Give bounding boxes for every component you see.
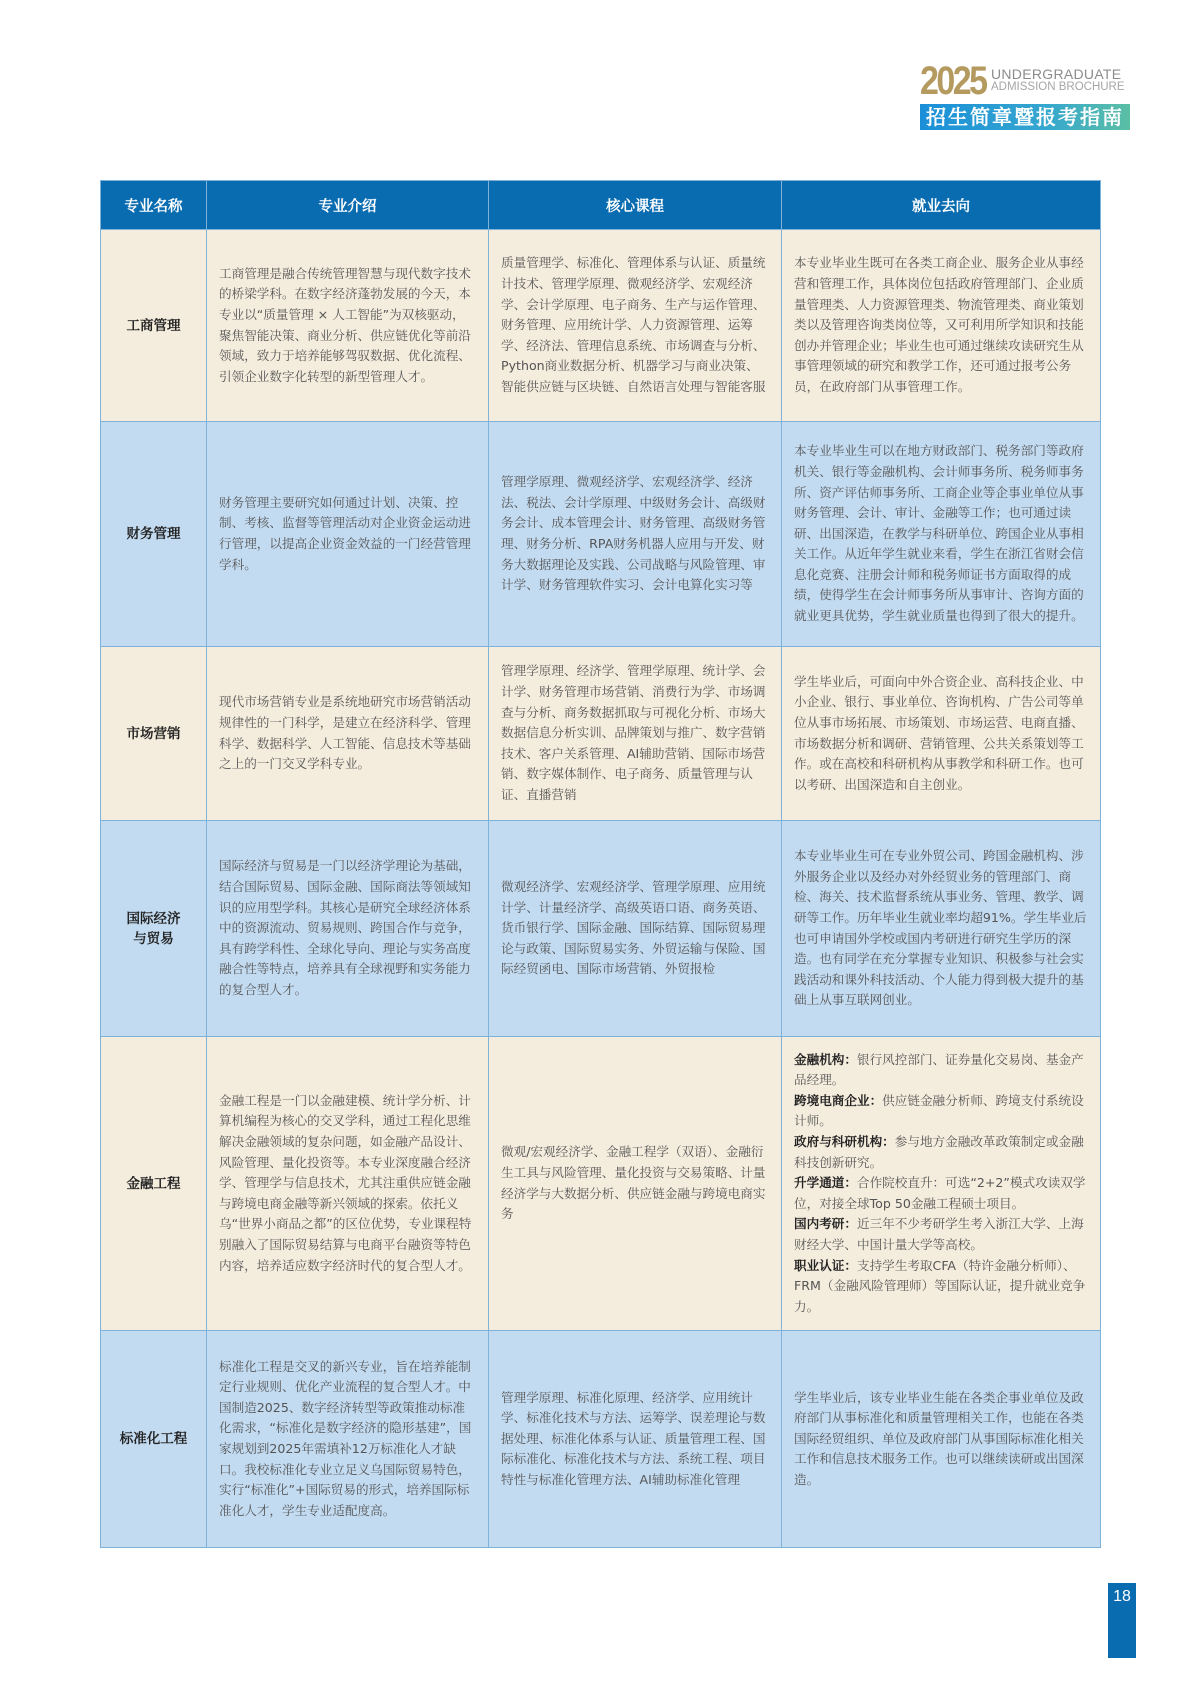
core-courses: 微观/宏观经济学、金融工程学（双语）、金融衍生工具与风险管理、量化投资与交易策略、计量经济学与大数据分析、供应链金融与跨境电商实务 [489,1037,782,1331]
header-major-intro: 专业介绍 [207,181,489,230]
brand-year: 2025 [920,59,986,103]
table-row [101,647,1101,821]
major-name: 市场营销 [101,647,207,821]
major-name [101,821,207,1037]
brand-en-line2: ADMISSION BROCHURE [990,81,1125,93]
major-name: 标准化工程 [101,1331,207,1548]
major-intro: 国际经济与贸易是一门以经济学理论为基础，结合国际贸易、国际金融、国际商法等领域知识的应用型学科。其核心是研究全球经济体系中的资源流动、贸易规则、跨国合作与竞争，具有跨学科性、全球化导向、理论与实务高度融合性等特点，培养具有全球视野和实务能力的复合型人才。 [207,821,489,1037]
careers: 本专业毕业生可在专业外贸公司、跨国金融机构、涉外服务企业以及经办对外经贸业务的管理部门、商检、海关、技术监督系统从事业务、管理、教学、调研等工作。历年毕业生就业率均超91%。学生毕业后也可申请国外学校或国内考研进行研究生学历的深造。也有同学在充分掌握专业知识、积极参与社会实践活动和课外科技活动、个人能力得到极大提升的基础上从事互联网创业。 [782,821,1101,1037]
careers-list [782,1037,1101,1331]
table-header-row [101,181,1101,230]
career-item: 政府与科研机构：参与地方金融改革政策制定或金融科技创新研究。 [794,1134,1084,1170]
major-name-line1: 国际经济 [126,910,181,927]
core-courses: 管理学原理、标准化原理、经济学、应用统计学、标准化技术与方法、运筹学、误差理论与数据处理、标准化体系与认证、质量管理工程、国际标准化、标准化技术与方法、系统工程、项目特性与标准化管理方法、AI辅助标准化管理 [489,1331,782,1548]
table-row [101,821,1101,1037]
careers: 本专业毕业生可以在地方财政部门、税务部门等政府机关、银行等金融机构、会计师事务所、税务师事务所、资产评估师事务所、工商企业等企事业单位从事财务管理、会计、审计、金融等工作；也可通过读研、出国深造，在教学与科研单位、跨国企业从事相关工作。从近年学生就业来看，学生在浙江省财会信息化竞赛、注册会计师和税务师证书方面取得的成绩，使得学生在会计师事务所从事审计、咨询方面的就业更具优势，学生就业质量也得到了很大的提升。 [782,422,1101,647]
major-name: 工商管理 [101,230,207,422]
header-major-name: 专业名称 [101,181,207,230]
table-row [101,422,1101,647]
table-row [101,230,1101,422]
careers: 学生毕业后，可面向中外合资企业、高科技企业、中小企业、银行、事业单位、咨询机构、广告公司等单位从事市场拓展、市场策划、市场运营、电商直播、市场数据分析和调研、营销管理、公共关系策划等工作。或在高校和科研机构从事教学和科研工作。也可以考研、出国深造和自主创业。 [782,647,1101,821]
core-courses: 微观经济学、宏观经济学、管理学原理、应用统计学、计量经济学、高级英语口语、商务英语、货币银行学、国际金融、国际结算、国际贸易理论与政策、国际贸易实务、外贸运输与保险、国际经贸函电、国际市场营销、外贸报检 [489,821,782,1037]
major-name: 金融工程 [101,1037,207,1331]
career-item: 国内考研：近三年不少考研学生考入浙江大学、上海财经大学、中国计量大学等高校。 [794,1216,1084,1252]
careers: 学生毕业后，该专业毕业生能在各类企事业单位及政府部门从事标准化和质量管理相关工作，也能在各类国际经贸组织、单位及政府部门从事国际标准化相关工作和信息技术服务工作。也可以继续读研或出国深造。 [782,1331,1101,1548]
core-courses: 质量管理学、标准化、管理体系与认证、质量统计技术、管理学原理、微观经济学、宏观经济学、会计学原理、电子商务、生产与运作管理、财务管理、应用统计学、人力资源管理、运筹学、经济法、管理信息系统、市场调查与分析、Python商业数据分析、机器学习与商业决策、智能供应链与区块链、自然语言处理与智能客服 [489,230,782,422]
major-intro: 工商管理是融合传统管理智慧与现代数字技术的桥梁学科。在数字经济蓬勃发展的今天，本专业以“质量管理 × 人工智能”为双核驱动，聚焦智能决策、商业分析、供应链优化等前沿领域，致力于培养能够驾驭数据、优化流程、引领企业数字化转型的新型管理人才。 [207,230,489,422]
page-number: 18 [1108,1583,1136,1658]
table-row [101,1037,1101,1331]
majors-table [100,180,1101,1548]
core-courses: 管理学原理、微观经济学、宏观经济学、经济法、税法、会计学原理、中级财务会计、高级财务会计、成本管理会计、财务管理、高级财务管理、财务分析、RPA财务机器人应用与开发、财务大数据理论及实践、公司战略与风险管理、审计学、财务管理软件实习、会计电算化实习等 [489,422,782,647]
career-item: 升学通道：合作院校直升：可选“2+2”模式攻读双学位，对接全球Top 50金融工程硕士项目。 [794,1175,1086,1211]
career-item: 跨境电商企业：供应链金融分析师、跨境支付系统设计师。 [794,1092,1084,1129]
header-core-courses: 核心课程 [489,181,782,230]
career-item: 职业认证：支持学生考取CFA（特许金融分析师）、FRM（金融风险管理师）等国际认证，提升就业竞争力。 [794,1257,1086,1314]
brochure-brand [920,59,1140,130]
career-item: 金融机构：银行风控部门、证券量化交易岗、基金产品经理。 [794,1051,1084,1088]
major-intro: 现代市场营销专业是系统地研究市场营销活动规律性的一门科学，是建立在经济科学、管理科学、数据科学、人工智能、信息技术等基础之上的一门交叉学科专业。 [207,647,489,821]
major-name-line2: 与贸易 [133,930,174,947]
core-courses: 管理学原理、经济学、管理学原理、统计学、会计学、财务管理市场营销、消费行为学、市场调查与分析、商务数据抓取与可视化分析、市场大数据信息分析实训、品牌策划与推广、数字营销技术、客户关系管理、AI辅助营销、国际市场营销、数字媒体制作、电子商务、质量管理与认证、直播营销 [489,647,782,821]
major-intro: 标准化工程是交叉的新兴专业，旨在培养能制定行业规则、优化产业流程的复合型人才。中国制造2025、数字经济转型等政策推动标准化需求，“标准化是数字经济的隐形基建”，国家规划到2025年需填补12万标准化人才缺口。我校标准化专业立足义乌国际贸易特色，实行“标准化”+国际贸易的形式，培养国际标准化人才，学生专业适配度高。 [207,1331,489,1548]
table-row [101,1331,1101,1548]
major-intro: 金融工程是一门以金融建模、统计学分析、计算机编程为核心的交叉学科，通过工程化思维解决金融领域的复杂问题，如金融产品设计、风险管理、量化投资等。本专业深度融合经济学、管理学与信息技术，尤其注重供应链金融与跨境电商金融等新兴领域的探索。依托义乌“世界小商品之都”的区位优势，专业课程特别融入了国际贸易结算与电商平台融资等特色内容，培养适应数字经济时代的复合型人才。 [207,1037,489,1331]
major-intro: 财务管理主要研究如何通过计划、决策、控制、考核、监督等管理活动对企业资金运动进行管理，以提高企业资金效益的一门经营管理学科。 [207,422,489,647]
header-careers: 就业去向 [782,181,1101,230]
major-name: 财务管理 [101,422,207,647]
brand-en-line1: UNDERGRADUATE [990,66,1122,82]
brand-cn-title: 招生简章暨报考指南 [920,104,1130,130]
careers: 本专业毕业生既可在各类工商企业、服务企业从事经营和管理工作，具体岗位包括政府管理部门、企业质量管理类、人力资源管理类、物流管理类、商业策划类以及管理咨询类岗位等，又可利用所学知识和技能创办并管理企业；毕业生也可通过继续攻读研究生从事管理领域的研究和教学工作，还可通过报考公务员，在政府部门从事管理工作。 [782,230,1101,422]
